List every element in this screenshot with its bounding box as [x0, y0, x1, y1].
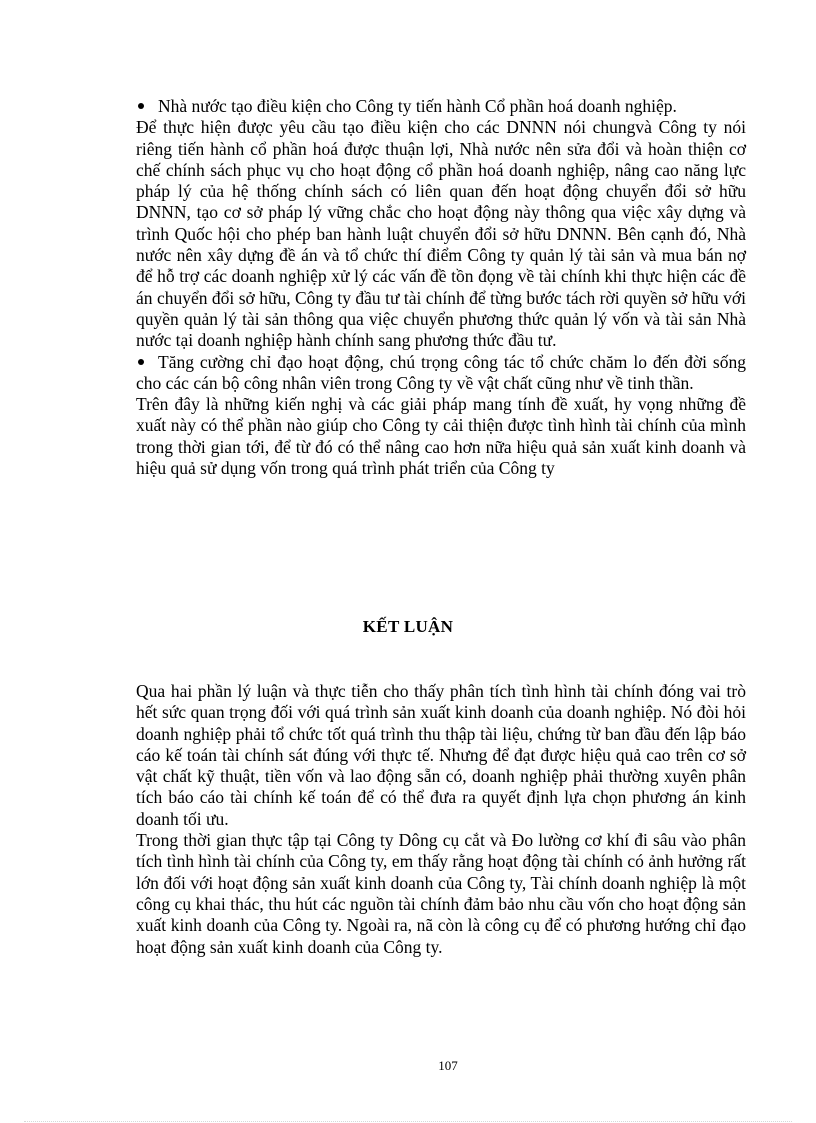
page-bottom-divider [24, 1121, 792, 1122]
bullet-item [136, 352, 746, 395]
bullet-text: Tăng cường chỉ đạo hoạt động, chú trọng công tác tổ chức chăm lo đến đời sống cho các cán bộ công nhân viên trong Công ty về vật chất cũng như về tinh thần. [136, 351, 746, 393]
bullet-icon [138, 359, 144, 365]
paragraph: Để thực hiện được yêu cầu tạo điều kiện cho các DNNN nói chungvà Công ty nói riêng tiến hành cổ phần hoá được thuận lợi, Nhà nước nên sửa đổi và hoàn thiện cơ chế chính sách phục vụ cho hoạt động cổ phần hoá doanh nghiệp, nâng cao năng lực pháp lý của hệ thống chính sách có liên quan đến hoạt động chuyển đổi sở hữu DNNN, tạo cơ sở pháp lý vững chắc cho hoạt động này thông qua việc xây dựng và trình Quốc hội cho phép ban hành luật chuyển đổi sở hữu DNNN. Bên cạnh đó, Nhà nước nên xây dựng đề án và tổ chức thí điểm Công ty quản lý tài sản và mua bán nợ để hỗ trợ các doanh nghiệp xử lý các vấn đề tồn đọng về tài chính khi thực hiện các đề án chuyển đổi sở hữu, Công ty đầu tư tài chính để từng bước tách rời quyền sở hữu với quyền quản lý tài sản thông qua việc chuyển phương thức quản lý vốn và tài sản Nhà nước tại doanh nghiệp hành chính sang phương thức đầu tư. [136, 117, 746, 351]
bullet-icon [138, 103, 144, 109]
bullet-text: Nhà nước tạo điều kiện cho Công ty tiến hành Cổ phần hoá doanh nghiệp. [158, 96, 677, 116]
conclusion-section [136, 681, 746, 958]
bullet-item [136, 96, 746, 117]
paragraph: Qua hai phần lý luận và thực tiễn cho thấy phân tích tình hình tài chính đóng vai trò hết sức quan trọng đối với quá trình sản xuất kinh doanh của doanh nghiệp. Nó đòi hỏi doanh nghiệp phải tổ chức tốt quá trình thu thập tài liệu, chứng từ ban đầu đến lập báo cáo kế toán tài chính sát đúng với thực tế. Nhưng để đạt được hiệu quả cao trên cơ sở vật chất kỹ thuật, tiền vốn và lao động sẵn có, doanh nghiệp phải thường xuyên phân tích báo cáo tài chính kế toán để có thể đưa ra quyết định lựa chọn phương án kinh doanh tối ưu. [136, 681, 746, 829]
section-heading: KẾT LUẬN [362, 617, 454, 636]
paragraph: Trong thời gian thực tập tại Công ty Dông cụ cắt và Đo lường cơ khí đi sâu vào phân tích tình hình tài chính của Công ty, em thấy rằng hoạt động tài chính có ảnh hưởng rất lớn đối với hoạt động sản xuất kinh doanh của Công ty, Tài chính doanh nghiệp là một công cụ khai thác, thu hút các nguồn tài chính đảm bảo nhu cầu vốn cho hoạt động sản xuất kinh doanh của Công ty. Ngoài ra, nã còn là công cụ để có phương hướng chỉ đạo hoạt động sản xuất kinh doanh của Công ty. [136, 830, 746, 957]
recommendations-section [136, 96, 746, 479]
paragraph: Trên đây là những kiến nghị và các giải pháp mang tính đề xuất, hy vọng những đề xuất này có thể phần nào giúp cho Công ty cải thiện được tình hình tài chính của mình trong thời gian tới, để từ đó có thể nâng cao hơn nữa hiệu quả sản xuất kinh doanh và hiệu quả sử dụng vốn trong quá trình phát triển của Công ty [136, 394, 746, 479]
page-number: 107 [438, 1058, 458, 1073]
